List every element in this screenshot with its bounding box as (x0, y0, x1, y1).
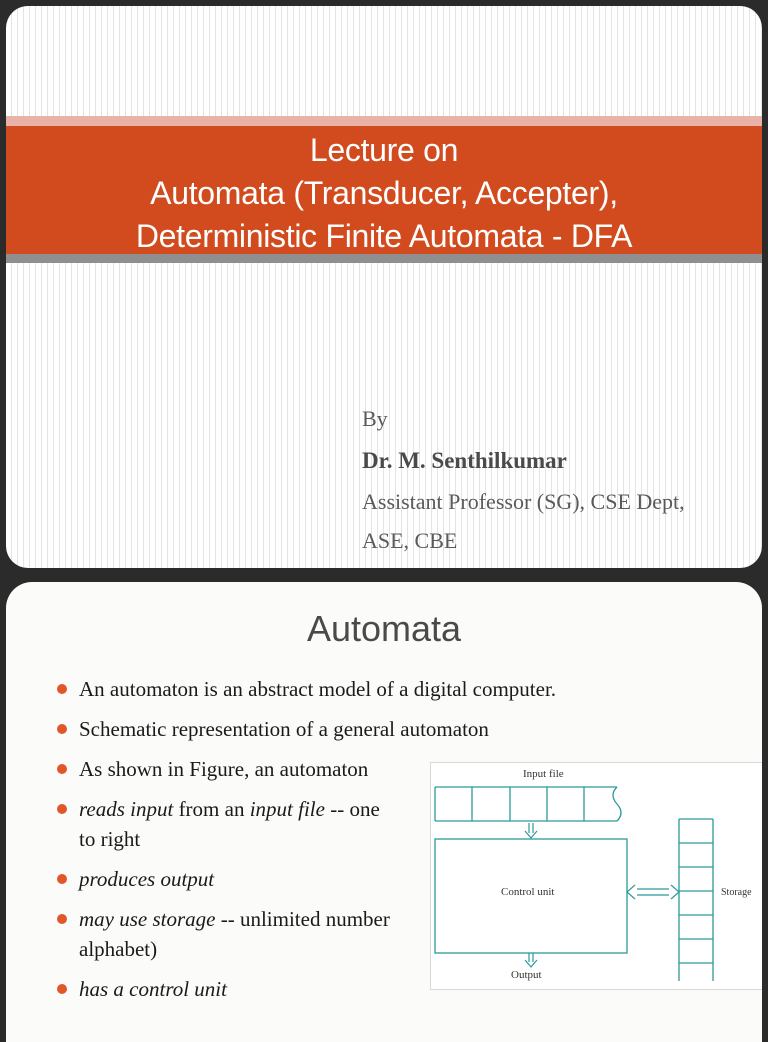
bullet-text: As shown in Figure, an automaton (79, 757, 369, 781)
automaton-diagram (431, 763, 762, 989)
storage-label: Storage (721, 887, 752, 898)
bullet-text: from an (173, 797, 250, 821)
bullet-continuation: alphabet) (79, 937, 158, 961)
author-role: Assistant Professor (SG), CSE Dept, (362, 489, 685, 514)
author-name: Dr. M. Senthilkumar (362, 448, 567, 473)
storage-arrow-icon (627, 885, 679, 899)
title-line-1: Lecture on (309, 132, 459, 168)
input-file-label: Input file (523, 768, 564, 780)
bullet-text: produces output (79, 867, 215, 891)
output-label: Output (511, 969, 542, 981)
bullet-dot-icon (57, 914, 67, 924)
control-unit-label: Control unit (501, 886, 555, 898)
author-place: ASE, CBE (362, 528, 458, 553)
bullet-item (54, 714, 754, 744)
bullet-dot-icon (57, 984, 67, 994)
bullet-text: reads input (79, 797, 174, 821)
title-slide (6, 6, 762, 568)
bullet-dot-icon (57, 684, 67, 694)
title-line-3: Deterministic Finite Automata - DFA (135, 218, 633, 254)
content-slide (6, 582, 762, 1042)
bullet-dot-icon (57, 804, 67, 814)
divider-stripe (6, 254, 762, 263)
bullet-dot-icon (57, 874, 67, 884)
bullet-text: -- one (324, 797, 380, 821)
title-line-2: Automata (Transducer, Accepter), (150, 175, 618, 211)
title-banner (6, 126, 762, 258)
bullet-text: may use storage (79, 907, 216, 931)
bullet-text: has a control unit (79, 977, 227, 1001)
bullet-dot-icon (57, 764, 67, 774)
by-label: By (362, 406, 388, 431)
storage-stack (679, 819, 713, 981)
accent-stripe (6, 116, 762, 126)
bullet-continuation: to right (79, 827, 141, 851)
output-arrow-icon (525, 953, 537, 967)
input-tape (435, 787, 621, 821)
input-arrow-icon (525, 823, 537, 838)
bullet-text: Schematic representation of a general automaton (79, 717, 489, 741)
bullet-item (54, 674, 754, 704)
automaton-figure (430, 762, 762, 990)
slide-title: Automata (306, 608, 462, 649)
bullet-dot-icon (57, 724, 67, 734)
bullet-text: input file (249, 797, 325, 821)
bullet-text: An automaton is an abstract model of a digital computer. (79, 677, 557, 701)
bullet-text: -- unlimited number (215, 907, 390, 931)
